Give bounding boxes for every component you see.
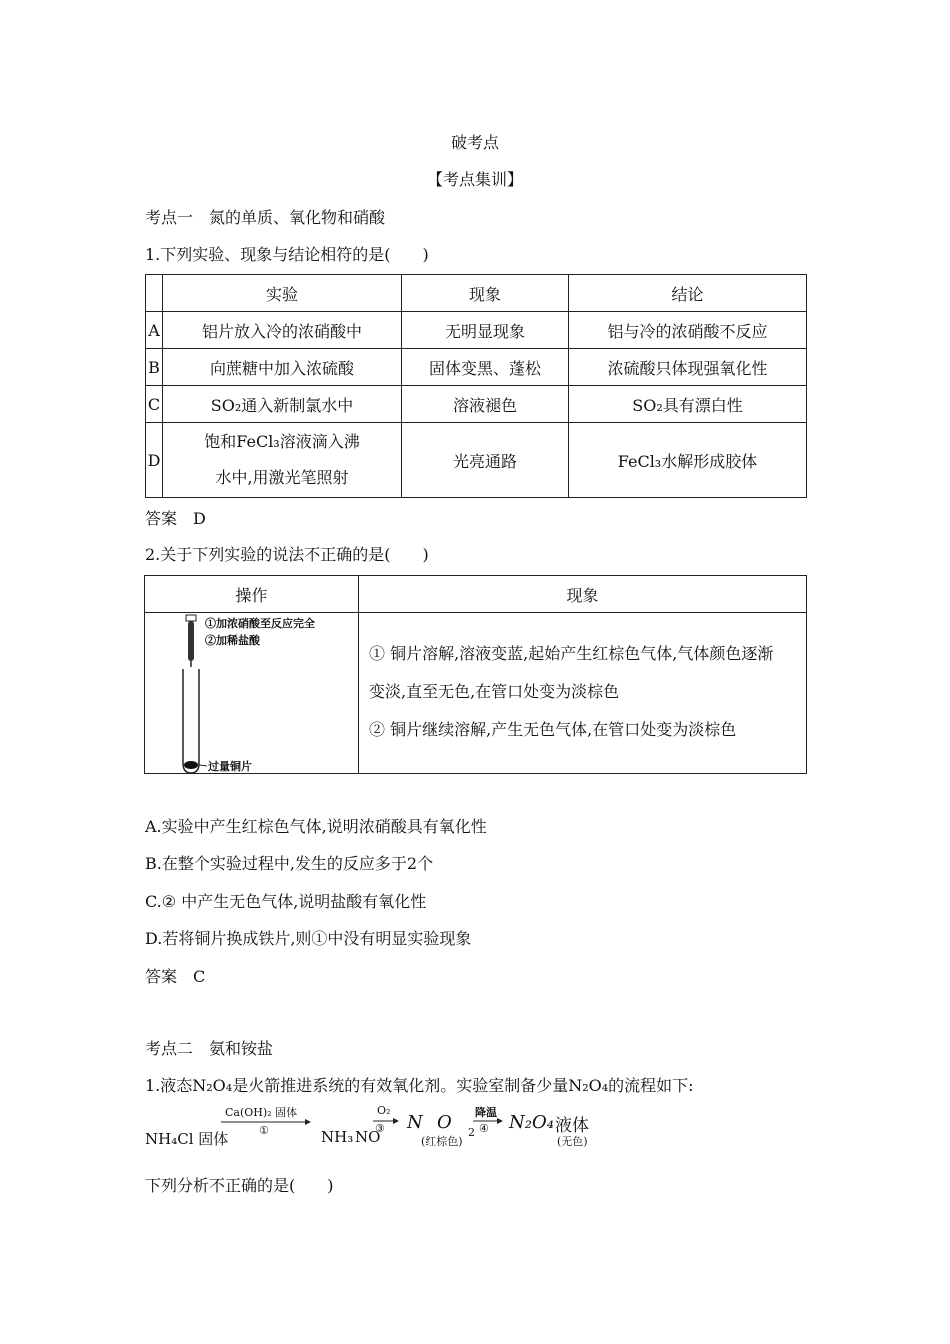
no2-note: (红棕色) [421, 1135, 463, 1148]
flow-n2o4: N₂O₄ [509, 1112, 554, 1133]
header-blank [146, 275, 163, 312]
header-operation: 操作 [145, 576, 359, 613]
row-label: C [146, 386, 163, 423]
cell-experiment-line2: 水中,用激光笔照射 [215, 468, 349, 487]
page-subtitle: 【考点集训】 [426, 170, 523, 189]
phenomenon-line3: ② 铜片继续溶解,产生无色气体,在管口处变为淡棕色 [369, 720, 737, 739]
table-header-row [146, 275, 807, 312]
arrow2-top-label: O₂ [377, 1104, 391, 1117]
arrow3-top-label: 降温 [475, 1106, 497, 1119]
table-row [146, 312, 807, 349]
dropper-cap [186, 615, 196, 621]
no2-subscript: 2 [468, 1126, 475, 1139]
s2-q1-tail: 下列分析不正确的是( ) [145, 1176, 334, 1195]
flow-no2-n: N [407, 1112, 423, 1133]
cell-conclusion: FeCl₃水解形成胶体 [569, 423, 807, 498]
table-row [146, 386, 807, 423]
row-label: A [146, 312, 163, 349]
diagram-label-step1: ①加浓硝酸至反应完全 [205, 617, 315, 630]
cell-experiment: 铝片放入冷的浓硝酸中 [163, 312, 402, 349]
cell-experiment: SO₂通入新制氯水中 [163, 386, 402, 423]
q2-table [144, 575, 807, 774]
cell-conclusion: 铝与冷的浓硝酸不反应 [569, 312, 807, 349]
copper-leader-line [199, 765, 207, 766]
phenomenon-line1: ① 铜片溶解,溶液变蓝,起始产生红棕色气体,气体颜色逐渐 [369, 644, 774, 663]
reaction-flow [145, 1100, 665, 1160]
cell-experiment-line1: 饱和FeCl₃溶液滴入沸 [204, 432, 360, 451]
row-label: D [146, 423, 163, 498]
flow-no2-o: O [437, 1112, 452, 1133]
header-phenomenon: 现象 [359, 576, 807, 613]
flow-nh3: NH₃ [321, 1128, 354, 1146]
cell-phenomenon: 无明显现象 [402, 312, 569, 349]
header-conclusion: 结论 [569, 275, 807, 312]
s2-q1-stem: 1.液态N₂O₄是火箭推进系统的有效氧化剂。实验室制备少量N₂O₄的流程如下: [145, 1076, 694, 1095]
diagram-label-step2: ②加稀盐酸 [205, 634, 260, 647]
flow-no: NO [355, 1128, 381, 1146]
table-row [145, 613, 807, 774]
flow-liquid: 液体 [555, 1116, 589, 1136]
cell-phenomenon: 溶液褪色 [402, 386, 569, 423]
cell-phenomenon [359, 613, 807, 774]
q1-table [145, 274, 807, 498]
q2-option-b: B.在整个实验过程中,发生的反应多于2个 [145, 854, 434, 873]
arrow3-bottom-label: ④ [479, 1122, 489, 1135]
q1-answer: 答案 D [145, 509, 206, 528]
table-header-row [145, 576, 807, 613]
table-row [146, 349, 807, 386]
cell-phenomenon: 光亮通路 [402, 423, 569, 498]
q2-answer: 答案 C [145, 967, 206, 986]
test-tube [183, 669, 199, 773]
arrow1-top-label: Ca(OH)₂ 固体 [225, 1106, 298, 1119]
flow-start: NH₄Cl 固体 [145, 1130, 229, 1148]
q1-stem: 1.下列实验、现象与结论相符的是( ) [145, 245, 429, 264]
q2-option-a: A.实验中产生红棕色气体,说明浓硝酸具有氧化性 [145, 817, 487, 836]
header-phenomenon: 现象 [402, 275, 569, 312]
arrow1-bottom-label: ① [259, 1124, 269, 1137]
dropper-bulb [188, 621, 194, 661]
table-row [146, 423, 807, 498]
cell-phenomenon: 固体变黑、蓬松 [402, 349, 569, 386]
diagram-label-copper: 过量铜片 [208, 760, 252, 773]
section1-heading: 考点一 氮的单质、氧化物和硝酸 [145, 208, 386, 227]
q2-stem: 2.关于下列实验的说法不正确的是( ) [145, 545, 429, 564]
cell-operation [145, 613, 359, 774]
row-label: B [146, 349, 163, 386]
cell-experiment: 向蔗糖中加入浓硫酸 [163, 349, 402, 386]
page-title: 破考点 [450, 133, 499, 152]
q2-option-d: D.若将铜片换成铁片,则①中没有明显实验现象 [145, 929, 472, 948]
copper-pieces [184, 761, 198, 769]
phenomenon-line2: 变淡,直至无色,在管口处变为淡棕色 [369, 682, 620, 701]
header-experiment: 实验 [163, 275, 402, 312]
cell-experiment [163, 423, 402, 498]
arrow2-bottom-label: ③ [375, 1122, 385, 1135]
cell-conclusion: SO₂具有漂白性 [569, 386, 807, 423]
q2-option-c: C.② 中产生无色气体,说明盐酸有氧化性 [145, 892, 427, 911]
cell-conclusion: 浓硫酸只体现强氧化性 [569, 349, 807, 386]
n2o4-note: (无色) [557, 1135, 588, 1148]
section2-heading: 考点二 氨和铵盐 [145, 1039, 274, 1058]
